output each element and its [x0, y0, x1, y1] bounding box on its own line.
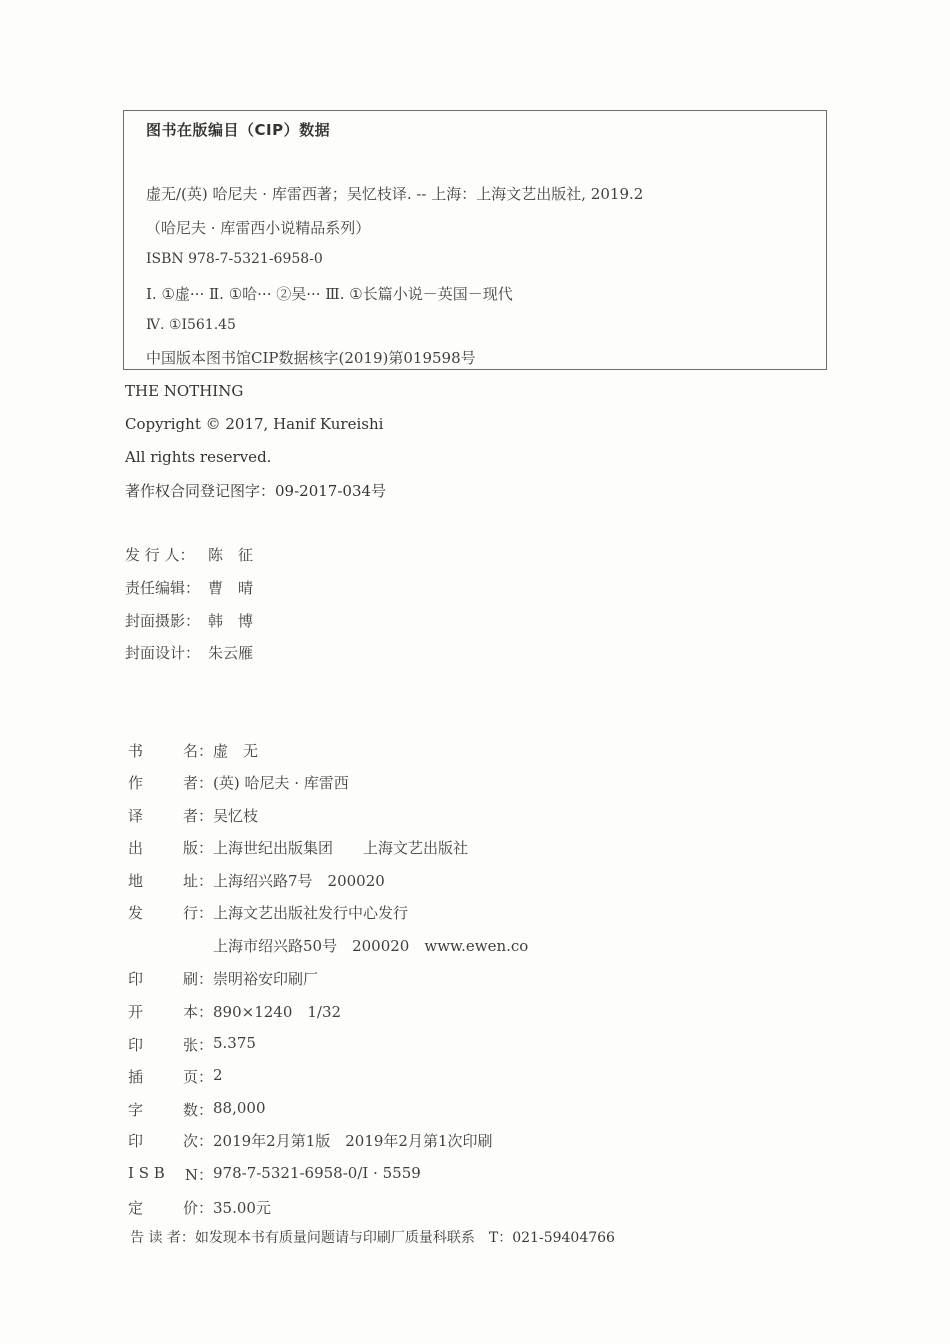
info-label-left: 译 [128, 807, 144, 825]
info-row-isbn [125, 1164, 421, 1185]
info-label [125, 1130, 213, 1151]
cip-line-isbn: ISBN 978-7-5321-6958-0 [146, 251, 323, 267]
info-value: 5.375 [213, 1034, 256, 1052]
staff-value: 陈 征 [208, 546, 254, 564]
info-label-right: 页： [182, 1068, 213, 1086]
info-label-left: 定 [128, 1199, 144, 1217]
info-row-title [125, 740, 258, 761]
info-label [125, 870, 213, 891]
info-label-left: 开 [128, 1003, 144, 1021]
staff-value: 韩 博 [208, 612, 254, 630]
info-label-right: 数： [182, 1101, 213, 1119]
info-label [125, 740, 213, 761]
info-value: 上海绍兴路7号 200020 [213, 872, 385, 890]
info-label-left: 字 [128, 1101, 144, 1119]
info-row-publisher [125, 837, 468, 858]
info-row-format [125, 1001, 341, 1022]
info-value: 35.00元 [213, 1199, 271, 1217]
info-label [125, 1034, 213, 1055]
info-row-author [125, 772, 349, 793]
rights-reserved: All rights reserved. [125, 448, 272, 466]
info-label-right: 者： [182, 807, 213, 825]
cip-line-main: 虚无/(英) 哈尼夫 · 库雷西著；吴忆枝译. -- 上海：上海文艺出版社, 2019.2 [146, 185, 644, 203]
staff-label: 封面设计： [125, 644, 201, 662]
staff-row-publisher [125, 544, 253, 565]
info-label [125, 772, 213, 793]
info-label-left: 出 [128, 839, 144, 857]
info-label-right: 址： [182, 872, 213, 890]
info-row-sheets [125, 1034, 256, 1055]
info-value: 2 [213, 1066, 223, 1084]
info-row-printer [125, 968, 318, 989]
info-value: 虚 无 [213, 742, 259, 760]
staff-row-editor [125, 577, 253, 598]
info-label-right: 者： [182, 774, 213, 792]
info-value: 2019年2月第1版 2019年2月第1次印刷 [213, 1132, 493, 1150]
info-label-right: 次： [182, 1132, 213, 1150]
info-label-right: 价： [182, 1199, 213, 1217]
info-row-address [125, 870, 385, 891]
info-label-left: I S B [128, 1164, 165, 1182]
info-label-left: 地 [128, 872, 144, 890]
info-label-right: N： [184, 1166, 213, 1184]
info-value: 崇明裕安印刷厂 [213, 970, 319, 988]
info-value: 88,000 [213, 1099, 266, 1117]
info-label-left: 书 [128, 742, 144, 760]
info-label-right: 行： [182, 904, 213, 922]
info-label [125, 837, 213, 858]
info-value: 890×1240 1/32 [213, 1003, 342, 1021]
cip-line-class-number: Ⅳ. ①I561.45 [146, 317, 236, 333]
info-label-right: 刷： [182, 970, 213, 988]
cip-line-series: （哈尼夫 · 库雷西小说精品系列） [146, 219, 371, 237]
info-label [125, 1066, 213, 1087]
info-label-right: 本： [182, 1003, 213, 1021]
info-label [125, 1164, 213, 1185]
cip-line-catalog-number: 中国版本图书馆CIP数据核字(2019)第019598号 [146, 349, 476, 367]
info-label-right: 张： [182, 1036, 213, 1054]
staff-value: 朱云雁 [208, 644, 254, 662]
staff-label: 责任编辑： [125, 579, 201, 597]
staff-label: 发 行 人： [125, 546, 195, 564]
info-row-translator [125, 805, 258, 826]
info-value: 上海文艺出版社发行中心发行 [213, 904, 409, 922]
info-label [125, 902, 213, 923]
copyright-line: Copyright © 2017, Hanif Kureishi [125, 415, 384, 433]
info-value: 吴忆枝 [213, 807, 259, 825]
staff-value: 曹 晴 [208, 579, 254, 597]
staff-label: 封面摄影： [125, 612, 201, 630]
info-row-distribution [125, 902, 408, 923]
staff-row-photographer [125, 610, 253, 631]
info-label-left: 作 [128, 774, 144, 792]
staff-row-designer [125, 642, 253, 663]
info-label-left: 印 [128, 970, 144, 988]
cip-line-classification: Ⅰ. ①虚··· Ⅱ. ①哈··· ②吴··· Ⅲ. ①长篇小说－英国－现代 [146, 285, 513, 303]
info-row-edition [125, 1130, 493, 1151]
info-row-distribution-address [125, 935, 528, 956]
info-row-word-count [125, 1099, 266, 1120]
info-label-left: 发 [128, 904, 144, 922]
cip-data-box [123, 110, 827, 370]
cip-title: 图书在版编目（CIP）数据 [146, 121, 331, 139]
info-label-right: 版： [182, 839, 213, 857]
info-label [125, 935, 213, 956]
info-row-inserts [125, 1066, 223, 1087]
info-label [125, 1197, 213, 1218]
info-value: 上海市绍兴路50号 200020 www.ewen.co [213, 937, 529, 955]
info-value: 978-7-5321-6958-0/I · 5559 [213, 1164, 421, 1182]
info-label-left: 印 [128, 1036, 144, 1054]
info-row-price [125, 1197, 271, 1218]
info-value: 上海世纪出版集团 上海文艺出版社 [213, 839, 469, 857]
info-label [125, 805, 213, 826]
info-label-left: 印 [128, 1132, 144, 1150]
reader-notice: 告 读 者：如发现本书有质量问题请与印刷厂质量科联系 T：021-59404766 [130, 1230, 615, 1246]
info-label-right: 名： [182, 742, 213, 760]
info-label [125, 968, 213, 989]
info-label-left: 插 [128, 1068, 144, 1086]
copyright-registration: 著作权合同登记图字：09-2017-034号 [125, 482, 387, 500]
info-label [125, 1099, 213, 1120]
info-label [125, 1001, 213, 1022]
original-title: THE NOTHING [125, 382, 244, 400]
info-value: (英) 哈尼夫 · 库雷西 [213, 774, 349, 792]
